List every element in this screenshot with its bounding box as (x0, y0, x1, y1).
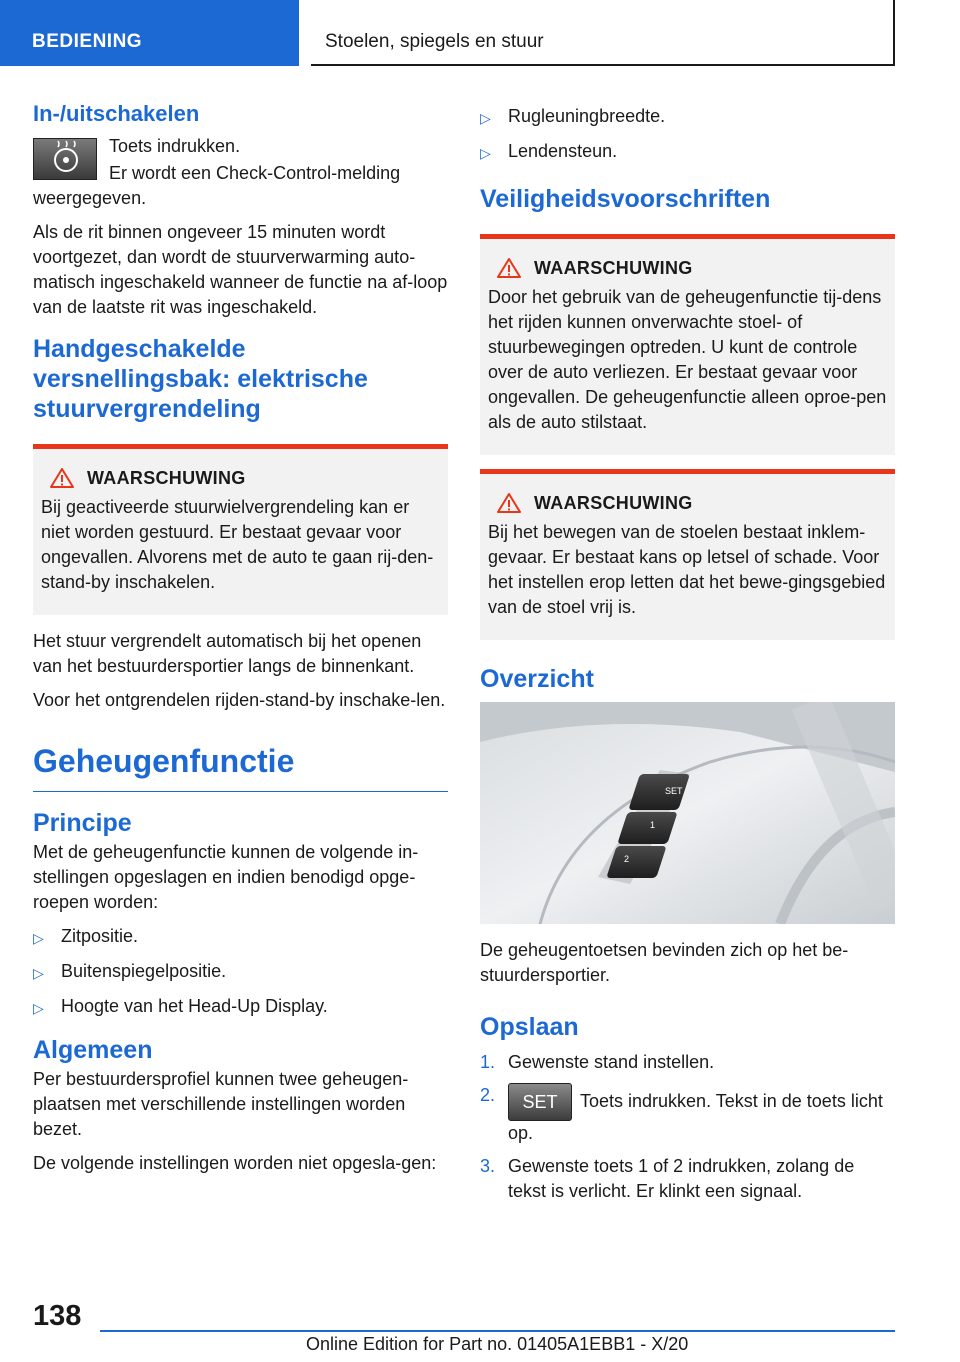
heading-principle: Principe (33, 809, 132, 837)
warning-text: Bij geactiveerde stuurwielvergrendeling kan er niet worden gestuurd. Er bestaat gevaar voor ongevallen. Alvorens met de auto te gaan rij‐den-stand-by inschakelen. (41, 497, 434, 592)
photo-label-1: 1 (650, 820, 656, 830)
general-text-1: Per bestuurdersprofiel kunnen twee geheugen‐plaatsen met verschillende instellingen worden bezet. (33, 1069, 409, 1139)
photo-label-set: SET (665, 786, 683, 796)
section-title: Stoelen, spiegels en stuur (311, 0, 895, 66)
door-memory-buttons-image (480, 702, 895, 924)
switch-text-1: Toets indrukken. (109, 136, 241, 156)
warning-box-memory-driving (480, 234, 895, 455)
chapter-tab[interactable]: BEDIENING (0, 0, 299, 66)
list-item: ▷ Zitpositie. (33, 926, 139, 946)
switch-text-2: Er wordt een Check-Control-melding weergegeven. (33, 163, 401, 208)
warning-box-steering-lock (33, 444, 448, 615)
general-text-2: De volgende instellingen worden niet opgesla‐gen: (33, 1153, 437, 1173)
warning-title: WAARSCHUWING (534, 257, 693, 278)
warning-title: WAARSCHUWING (87, 467, 246, 488)
list-item: ▷ Hoogte van het Head-Up Display. (33, 996, 328, 1016)
heading-safety: Veiligheidsvoorschriften (480, 185, 771, 213)
heading-save: Opslaan (480, 1013, 579, 1041)
lock-text-1: Het stuur vergrendelt automatisch bij het openen van het bestuurdersportier langs de binnenkant. (33, 631, 422, 676)
warning-triangle-icon (496, 492, 522, 514)
memory-settings-list (33, 924, 448, 1021)
heading-overview: Overzicht (480, 665, 594, 693)
list-item: 1. Gewenste stand instellen. (480, 1052, 715, 1072)
set-button-icon: SET (508, 1083, 572, 1121)
warning-box-pinch (480, 469, 895, 640)
heading-general: Algemeen (33, 1036, 153, 1064)
edition-text[interactable]: Online Edition for Part no. 01405A1EBB1 - X/20 (306, 1334, 689, 1354)
heading-manual-lock: Handgeschakelde versnellingsbak: elektrische stuurvergrendeling (33, 335, 368, 423)
switch-text-3: Als de rit binnen ongeveer 15 minuten wordt voortgezet, dan wordt de stuurverwarming auto‐matisch ingeschakeld wanneer de functie na af‐loop van de laatste rit was ingeschakeld. (33, 222, 448, 317)
heading-memory: Geheugenfunctie (33, 741, 448, 792)
left-column (33, 100, 448, 1185)
principle-text: Met de geheugenfunctie kunnen de volgende in‐stellingen opgeslagen en indien benodigd opge‐roepen worden: (33, 842, 419, 912)
footer-divider (100, 1330, 895, 1332)
warning-title: WAARSCHUWING (534, 492, 693, 513)
list-item: ▷ Buitenspiegelpositie. (33, 961, 227, 981)
page-number: 138 (33, 1300, 82, 1332)
save-steps-list (480, 1050, 895, 1204)
list-item: ▷ Rugleuningbreedte. (480, 106, 666, 126)
right-column (480, 100, 895, 1212)
photo-label-2: 2 (624, 854, 630, 864)
page-header (0, 0, 960, 66)
warning-text: Door het gebruik van de geheugenfunctie tij‐dens het rijden kunnen onverwachte stoel- of stuurbewegingen optreden. U kunt de controle over de auto verliezen. Er bestaat gevaar voor ongevallen. De geheugenfunctie alleen oproe‐pen als de auto stilstaat. (488, 287, 887, 432)
warning-triangle-icon (49, 467, 75, 489)
overview-text: De geheugentoetsen bevinden zich op het be‐stuurdersportier. (480, 940, 849, 985)
heading-switch: In-/uitschakelen (33, 101, 200, 126)
steering-heat-button-icon (33, 138, 97, 180)
warning-text: Bij het bewegen van de stoelen bestaat inklem‐gevaar. Er bestaat kans op letsel of schade. Voor het instellen erop letten dat het bewe‐gingsgebied van de stoel vrij is. (488, 522, 886, 617)
list-item: ▷ Lendensteun. (480, 141, 618, 161)
list-item: 3. Gewenste toets 1 of 2 indrukken, zolang de tekst is verlicht. Er klinkt een signaal. (480, 1156, 855, 1201)
list-item: 2. SET Toets indrukken. Tekst in de toets licht op. (480, 1085, 883, 1143)
not-saved-list (480, 104, 895, 166)
page-footer (0, 1290, 960, 1362)
warning-triangle-icon (496, 257, 522, 279)
lock-text-2: Voor het ontgrendelen rijden-stand-by inschake‐len. (33, 690, 446, 710)
